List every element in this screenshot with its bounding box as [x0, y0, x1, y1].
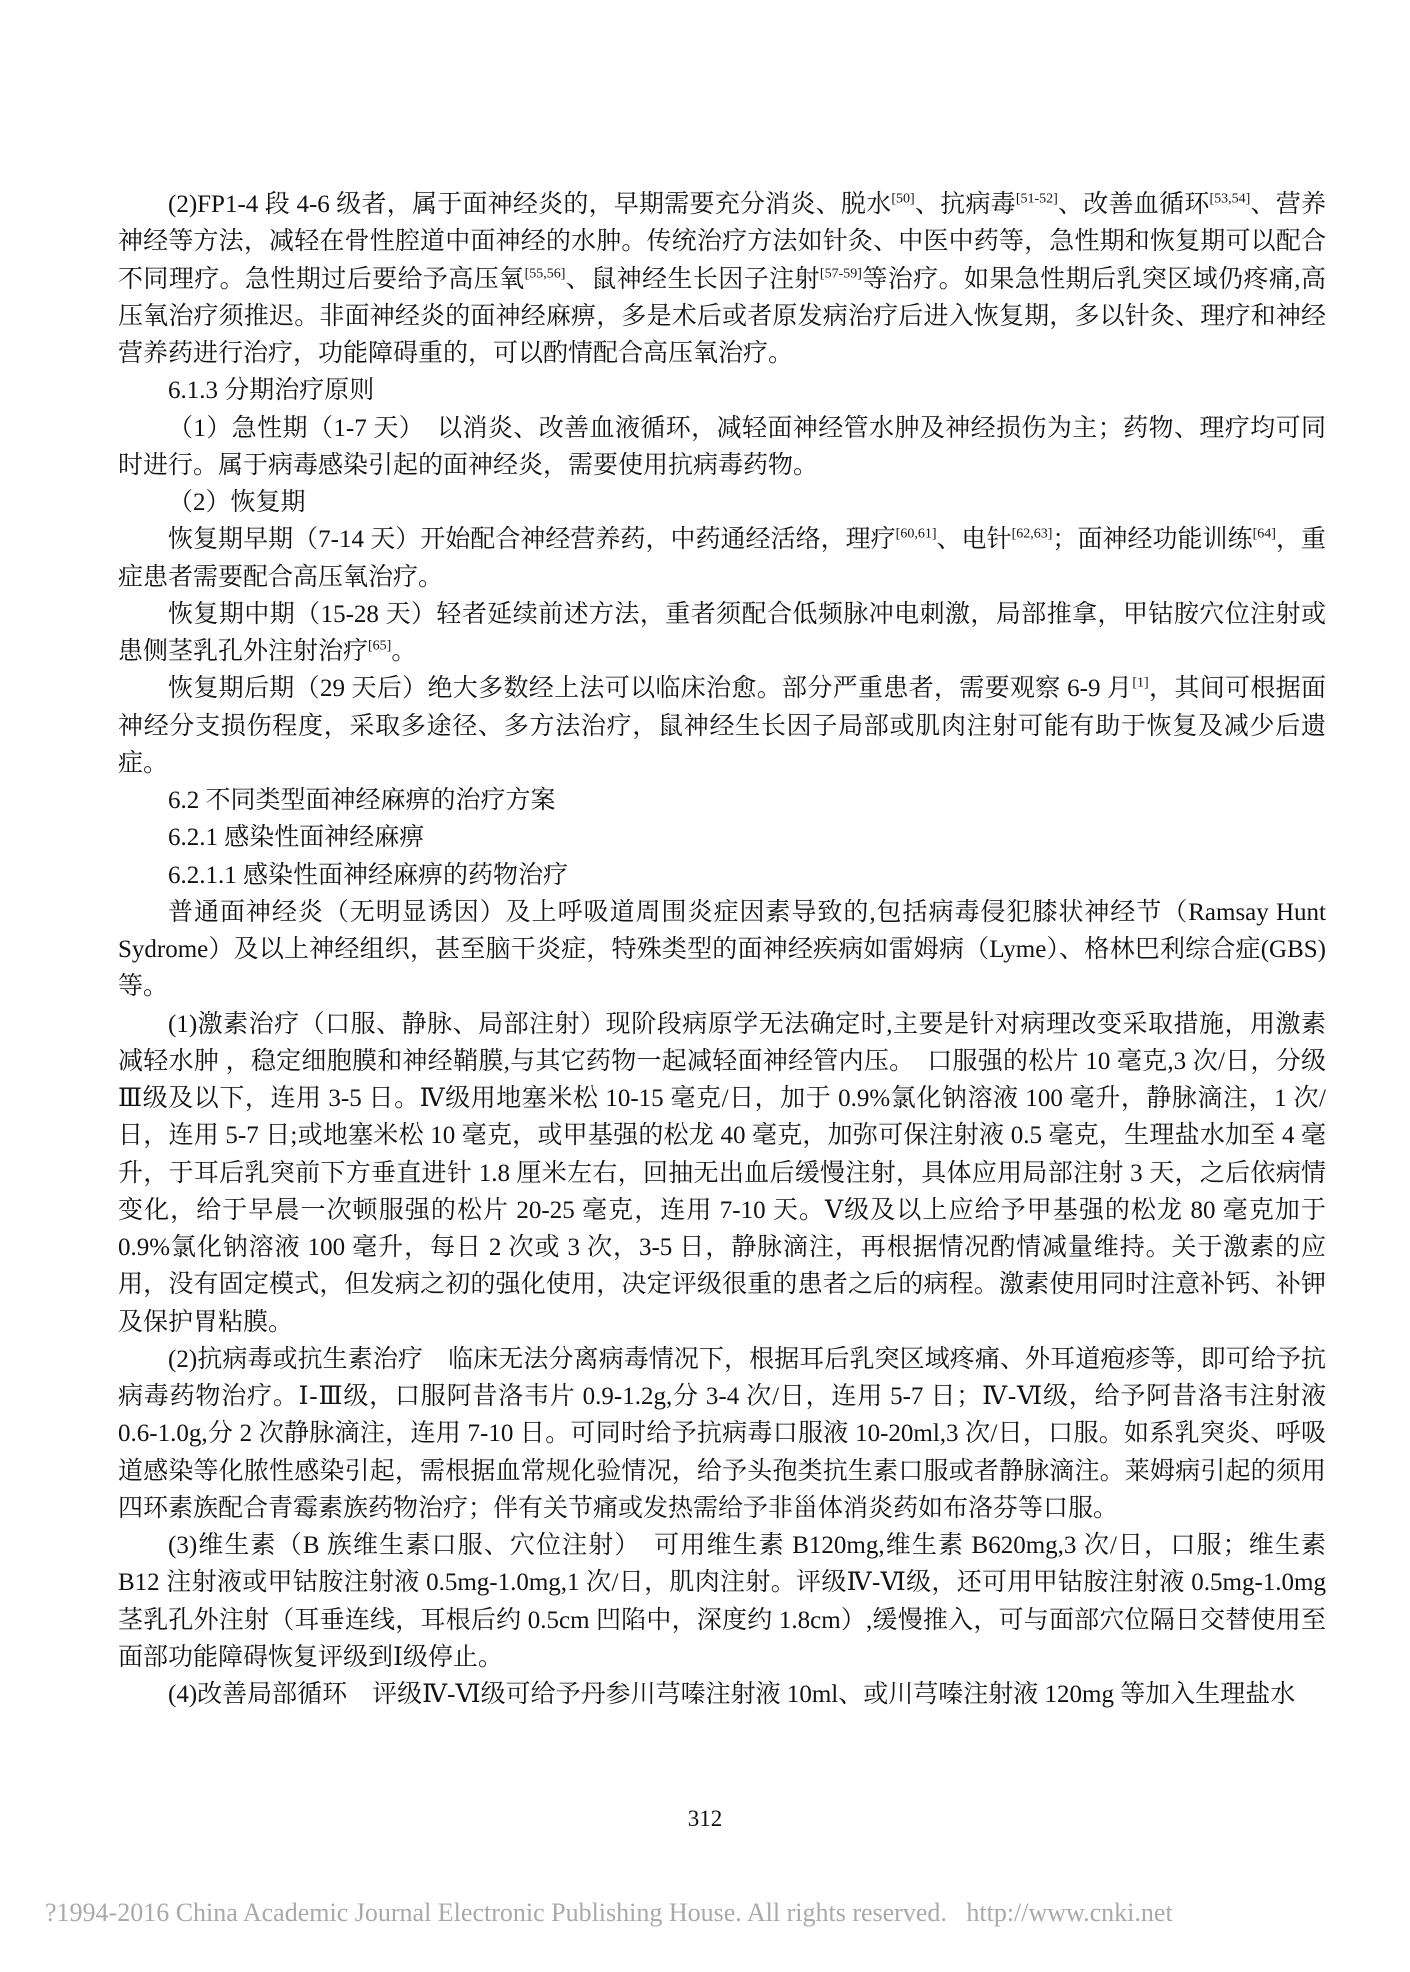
- section-heading: 6.2 不同类型面神经麻痹的治疗方案: [168, 787, 556, 814]
- citation-ref: [53,54]: [1209, 191, 1251, 207]
- page-number: 312: [687, 1806, 723, 1831]
- citation-ref: [64]: [1252, 526, 1276, 542]
- paragraph: （1）急性期（1-7 天） 以消炎、改善血液循环，减轻面神经管水肿及神经损伤为主；药物、理疗均可同时进行。属于病毒感染引起的面神经炎，需要使用抗病毒药物。: [118, 414, 1326, 479]
- citation-ref: [50]: [891, 191, 915, 207]
- section-heading: 6.2.1 感染性面神经麻痹: [168, 824, 425, 852]
- citation-ref: [60,61]: [895, 526, 937, 542]
- paragraph: (4)改善局部循环 评级Ⅳ-Ⅵ级可给予丹参川芎嗪注射液 10ml、或川芎嗪注射液 120mg 等加入生理盐水: [168, 1681, 1296, 1708]
- paragraph: (3)维生素（B 族维生素口服、穴位注射） 可用维生素 B120mg,维生素 B620mg,3 次/日，口服；维生素 B12 注射液或甲钴胺注射液 0.5mg-1.0mg,1 次/日，肌肉注射。评级Ⅳ-Ⅵ级，还可用甲钴胺注射液 0.5mg-1.0mg 茎乳孔外注射（耳垂连线，耳根后约 0.5cm 凹陷中，深度约 1.8cm）,缓慢推入，可与面部穴位隔日交替使用至面部功能障碍恢复评级到Ⅰ级停止。: [118, 1532, 1326, 1671]
- paragraph: (2)抗病毒或抗生素治疗 临床无法分离病毒情况下，根据耳后乳突区域疼痛、外耳道疱疹等，即可给予抗病毒药物治疗。Ⅰ-Ⅲ级，口服阿昔洛韦片 0.9-1.2g,分 3-4 次/日，连用 5-7 日；Ⅳ-Ⅵ级，给予阿昔洛韦注射液 0.6-1.0g,分 2 次静脉滴注，连用 7-10 日。可同时给予抗病毒口服液 10-20ml,3 次/日，口服。如系乳突炎、呼吸道感染等化脓性感染引起，需根据血常规化验情况，给予头孢类抗生素口服或者静脉滴注。莱姆病引起的须用四环素族配合青霉素族药物治疗；伴有关节痛或发热需给予非甾体消炎药如布洛芬等口服。: [118, 1345, 1326, 1522]
- citation-ref: [55,56]: [524, 266, 566, 282]
- citation-ref: [62,63]: [1011, 526, 1053, 542]
- paragraph: (2)FP1-4 段 4-6 级者，属于面神经炎的，早期需要充分消炎、脱水[50]、抗病毒[51-52]、改善血循环[53,54]、营养神经等方法，减轻在骨性腔道中面神经的水肿。传统治疗方法如针灸、中医中药等，急性期和恢复期可以配合不同理疗。急性期过后要给予高压氧[55,56]、鼠神经生长因子注射[57-59]等治疗。如果急性期后乳突区域仍疼痛,高压氧治疗须推迟。非面神经炎的面神经麻痹，多是术后或者原发病治疗后进入恢复期，多以针灸、理疗和神经营养药进行治疗，功能障碍重的，可以酌情配合高压氧治疗。: [118, 191, 1326, 367]
- paragraph: 恢复期早期（7-14 天）开始配合神经营养药，中药通经活络，理疗[60,61]、电针[62,63]；面神经功能训练[64]，重症患者需要配合高压氧治疗。: [118, 526, 1326, 591]
- paragraph: （2）恢复期: [168, 489, 306, 516]
- copyright-footer: ?1994-2016 China Academic Journal Electronic Publishing House. All rights reserved. http://www.cnki.net: [45, 1898, 1173, 1927]
- citation-ref: [1]: [1132, 675, 1149, 691]
- citation-ref: [51-52]: [1015, 191, 1058, 207]
- citation-ref: [65]: [368, 638, 392, 654]
- paragraph: 恢复期中期（15-28 天）轻者延续前述方法，重者须配合低频脉冲电刺激，局部推拿，甲钴胺穴位注射或患侧茎乳孔外注射治疗[65]。: [118, 600, 1326, 665]
- paragraph: 恢复期后期（29 天后）绝大多数经上法可以临床治愈。部分严重患者，需要观察 6-9 月[1]，其间可根据面神经分支损伤程度，采取多途径、多方法治疗，鼠神经生长因子局部或肌肉注射可能有助于恢复及减少后遗症。: [118, 675, 1326, 777]
- paragraph: (1)激素治疗（口服、静脉、局部注射）现阶段病原学无法确定时,主要是针对病理改变采取措施，用激素减轻水肿 ，稳定细胞膜和神经鞘膜,与其它药物一起减轻面神经管内压。 口服强的松片 10 毫克,3 次/日，分级Ⅲ级及以下，连用 3-5 日。Ⅳ级用地塞米松 10-15 毫克/日，加于 0.9%氯化钠溶液 100 毫升，静脉滴注，1 次/日，连用 5-7 日;或地塞米松 10 毫克，或甲基强的松龙 40 毫克，加弥可保注射液 0.5 毫克，生理盐水加至 4 毫升，于耳后乳突前下方垂直进针 1.8 厘米左右，回抽无出血后缓慢注射，具体应用局部注射 3 天，之后依病情变化，给于早晨一次顿服强的松片 20-25 毫克，连用 7-10 天。Ⅴ级及以上应给予甲基强的松龙 80 毫克加于 0.9%氯化钠溶液 100 毫升，每日 2 次或 3 次，3-5 日，静脉滴注，再根据情况酌情减量维持。关于激素的应用，没有固定模式，但发病之初的强化使用，决定评级很重的患者之后的病程。激素使用同时注意补钙、补钾及保护胃粘膜。: [118, 1010, 1326, 1336]
- section-heading: 6.1.3 分期治疗原则: [168, 377, 375, 405]
- document-body: [118, 186, 1326, 1713]
- paragraph: 普通面神经炎（无明显诱因）及上呼吸道周围炎症因素导致的,包括病毒侵犯膝状神经节（Ramsay Hunt Sydrome）及以上神经组织，甚至脑干炎症，特殊类型的面神经疾病如雷姆病（Lyme）、格林巴利综合症(GBS)等。: [118, 898, 1326, 1001]
- section-heading: 6.2.1.1 感染性面神经麻痹的药物治疗: [168, 861, 569, 889]
- citation-ref: [57-59]: [819, 266, 862, 282]
